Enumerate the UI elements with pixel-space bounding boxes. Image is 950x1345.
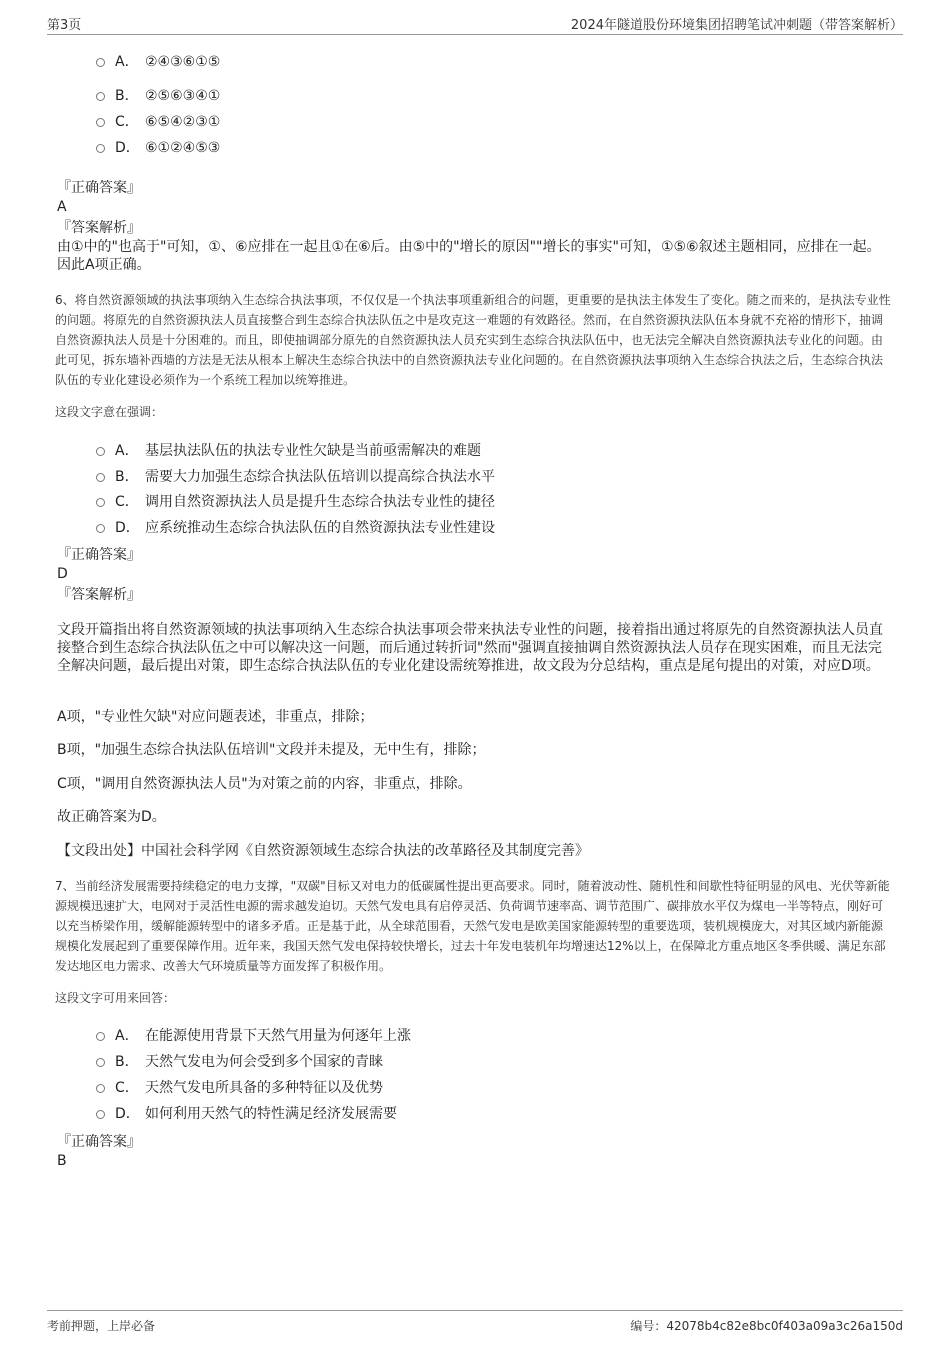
radio-icon[interactable] [96,1084,105,1093]
q6-note-b: B项，"加强生态综合执法队伍培训"文段并未提及，无中生有，排除； [57,742,486,758]
q7-correct-label: 『正确答案』 [57,1134,141,1150]
q6-note-c: C项，"调用自然资源执法人员"为对策之前的内容，非重点，排除。 [57,776,472,792]
radio-icon[interactable] [96,498,105,507]
q6-source: 【文段出处】中国社会科学网《自然资源领域生态综合执法的改革路径及其制度完善》 [57,843,589,859]
radio-icon[interactable] [96,1058,105,1067]
q6-note-a: A项，"专业性欠缺"对应问题表述，非重点，排除； [57,709,374,725]
page-header [47,12,903,35]
document-id: 编号：42078b4c82e8bc0f403a09a3c26a150d [630,1319,903,1333]
q5-answer: A [57,199,67,215]
q7-prompt: 这段文字可用来回答： [55,991,176,1005]
page-number: 第3页 [47,18,82,33]
radio-icon[interactable] [96,58,105,67]
q6-analysis-label: 『答案解析』 [57,587,141,603]
radio-icon[interactable] [96,118,105,127]
q7-answer: B [57,1153,67,1169]
q6-analysis: 文段开篇指出将自然资源领域的执法事项纳入生态综合执法事项会带来执法专业性的问题，接着指出通过将原先的自然资源执法人员直接整合到生态综合执法队伍之中可以解决这一问题，而后通过转折词"然而"强调直接抽调自然资源执法人员存在现实困难，而且无法完全解决问题，最后提出对策，即生态综合执法队伍的专业化建设需统筹推进，故文段为分总结构，重点是尾句提出的对策，对应D项。 [57,622,883,674]
q6-answer: D [57,566,68,582]
radio-icon[interactable] [96,1110,105,1119]
radio-icon[interactable] [96,1032,105,1041]
radio-icon[interactable] [96,447,105,456]
q6-conclusion: 故正确答案为D。 [57,809,166,825]
radio-icon[interactable] [96,524,105,533]
q5-analysis-label: 『答案解析』 [57,220,141,236]
document-title: 2024年隧道股份环境集团招聘笔试冲刺题（带答案解析） [570,18,903,33]
q7-question-text: 7、当前经济发展需要持续稳定的电力支撑，"双碳"目标又对电力的低碳属性提出更高要求。同时，随着波动性、随机性和间歇性特征明显的风电、光伏等新能源规模迅速扩大，电网对于灵活性电源的需求越发迫切。天然气发电具有启停灵活、负荷调节速率高、调节范围广、碳排放水平仅为煤电一半等特点，刚好可以充当桥梁作用，缓解能源转型中的诸多矛盾。正是基于此，从全球范围看，天然气发电是欧美国家能源转型的重要选项，装机规模庞大，对其区域内新能源规模化发展起到了重要保障作用。近年来，我国天然气发电保持较快增长，过去十年发电装机年均增速达12%以上，在保障北方重点地区冬季供暖、满足东部发达地区电力需求、改善大气环境质量等方面发挥了积极作用。 [55,879,890,973]
q6-prompt: 这段文字意在强调： [55,405,164,419]
page-footer [47,1310,903,1341]
q5-analysis: 由①中的"也高于"可知，①、⑥应排在一起且①在⑥后。由⑤中的"增长的原因""增长的事实"可知，①⑤⑥叙述主题相同，应排在一起。因此A项正确。 [57,239,881,273]
q6-correct-label: 『正确答案』 [57,547,141,563]
q6-question-text: 6、将自然资源领域的执法事项纳入生态综合执法事项，不仅仅是一个执法事项重新组合的问题，更重要的是执法主体发生了变化。随之而来的，是执法专业性的问题。将原先的自然资源执法人员直接整合到生态综合执法队伍之中是攻克这一难题的有效路径。然而，在自然资源执法队伍本身就不充裕的情形下，抽调自然资源执法人员是十分困难的。而且，即使抽调部分原先的自然资源执法人员充实到生态综合执法队伍中，也无法完全解决自然资源执法专业化的问题。由此可见，拆东墙补西墙的方法是无法从根本上解决生态综合执法中的自然资源执法专业化问题的。在自然资源执法事项纳入生态综合执法之后，生态综合执法队伍的专业化建设必须作为一个系统工程加以统筹推进。 [55,293,891,387]
footer-slogan: 考前押题，上岸必备 [47,1319,156,1333]
radio-icon[interactable] [96,473,105,482]
radio-icon[interactable] [96,144,105,153]
q5-correct-label: 『正确答案』 [57,180,141,196]
radio-icon[interactable] [96,92,105,101]
